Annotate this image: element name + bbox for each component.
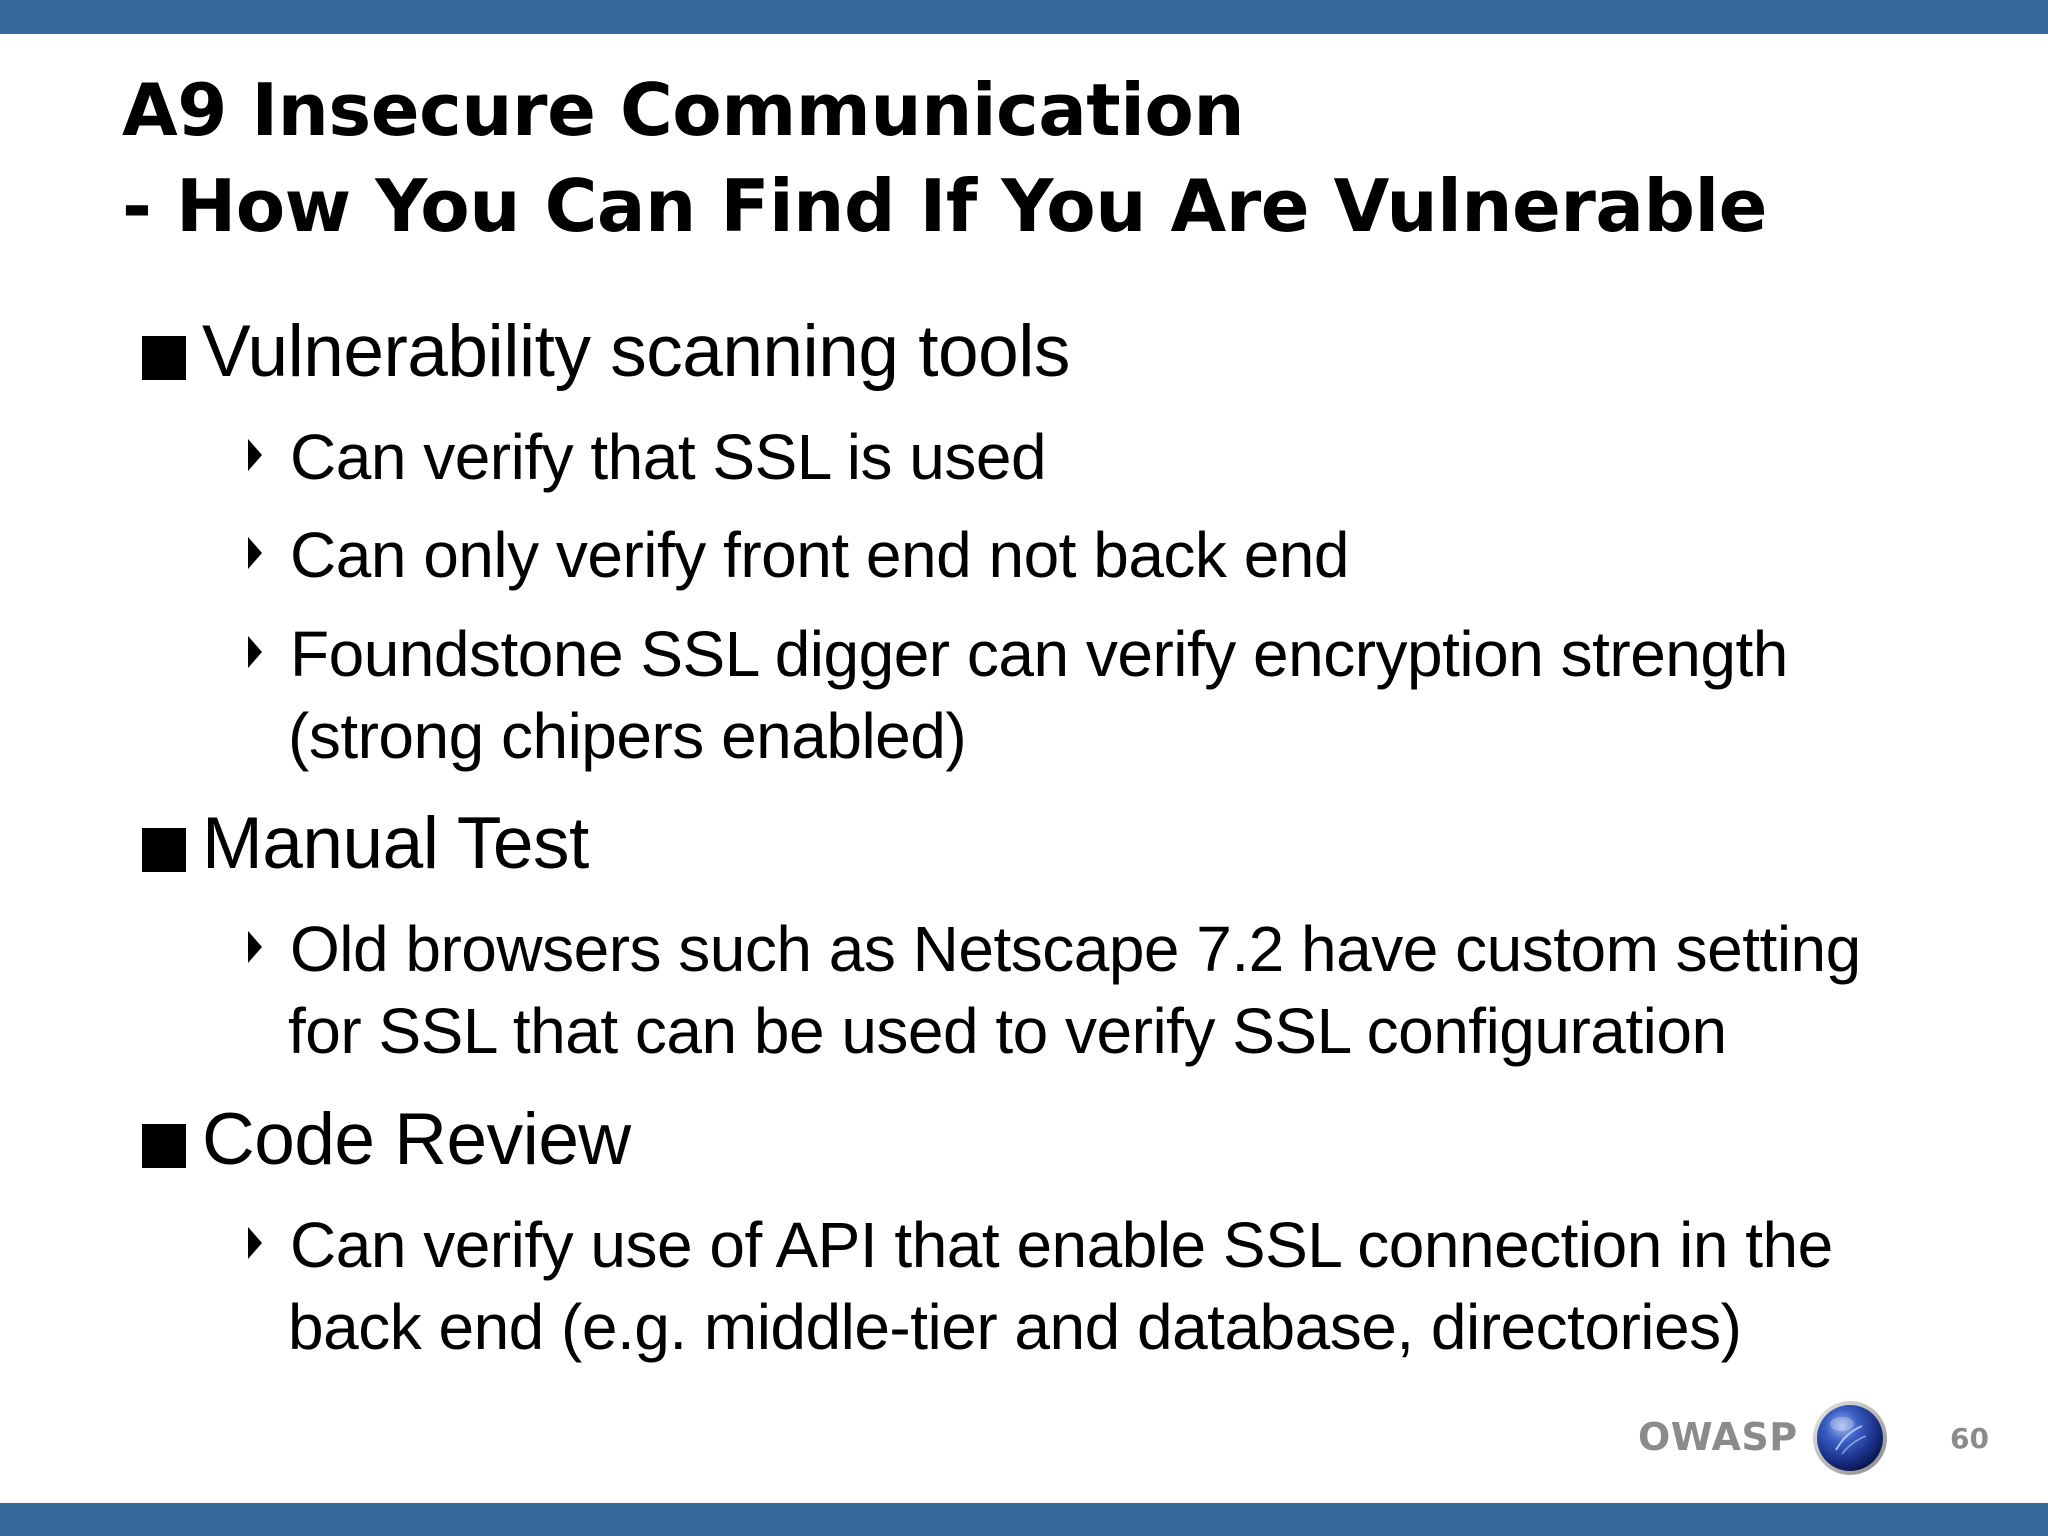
page-number: 60: [1950, 1422, 1989, 1455]
sub-bullet-text: Can verify that SSL is used: [290, 421, 1047, 493]
sub-bullet-text-continued: (strong chipers enabled): [288, 700, 967, 772]
square-bullet-icon: [142, 828, 186, 872]
sub-bullet-text: Old browsers such as Netscape 7.2 have custom setting: [290, 913, 1861, 985]
owasp-brand-text: OWASP: [1638, 1415, 1798, 1459]
title-line-1: A9 Insecure Communication: [122, 68, 1245, 152]
bottom-band: [0, 1503, 2048, 1536]
square-bullet-icon: [142, 1124, 186, 1168]
section-heading: Manual Test: [202, 803, 589, 884]
section-heading: Code Review: [202, 1099, 631, 1180]
section-heading: Vulnerability scanning tools: [202, 311, 1070, 392]
triangle-bullet-icon: [248, 1227, 262, 1259]
slide-title: [122, 62, 1767, 254]
title-line-2: - How You Can Find If You Are Vulnerable: [122, 164, 1767, 248]
sub-bullet-text: Foundstone SSL digger can verify encryption strength: [290, 618, 1788, 690]
square-bullet-icon: [142, 336, 186, 380]
triangle-bullet-icon: [248, 636, 262, 668]
triangle-bullet-icon: [248, 931, 262, 963]
top-band: [0, 0, 2048, 34]
triangle-bullet-icon: [248, 537, 262, 569]
sub-bullet-text: Can verify use of API that enable SSL connection in the: [290, 1209, 1833, 1281]
sub-bullet-text-continued: for SSL that can be used to verify SSL configuration: [288, 995, 1727, 1067]
sub-bullet-text: Can only verify front end not back end: [290, 519, 1349, 591]
sub-bullet-text-continued: back end (e.g. middle-tier and database, directories): [288, 1291, 1742, 1363]
triangle-bullet-icon: [248, 439, 262, 471]
owasp-globe-logo-icon: [1812, 1400, 1888, 1476]
